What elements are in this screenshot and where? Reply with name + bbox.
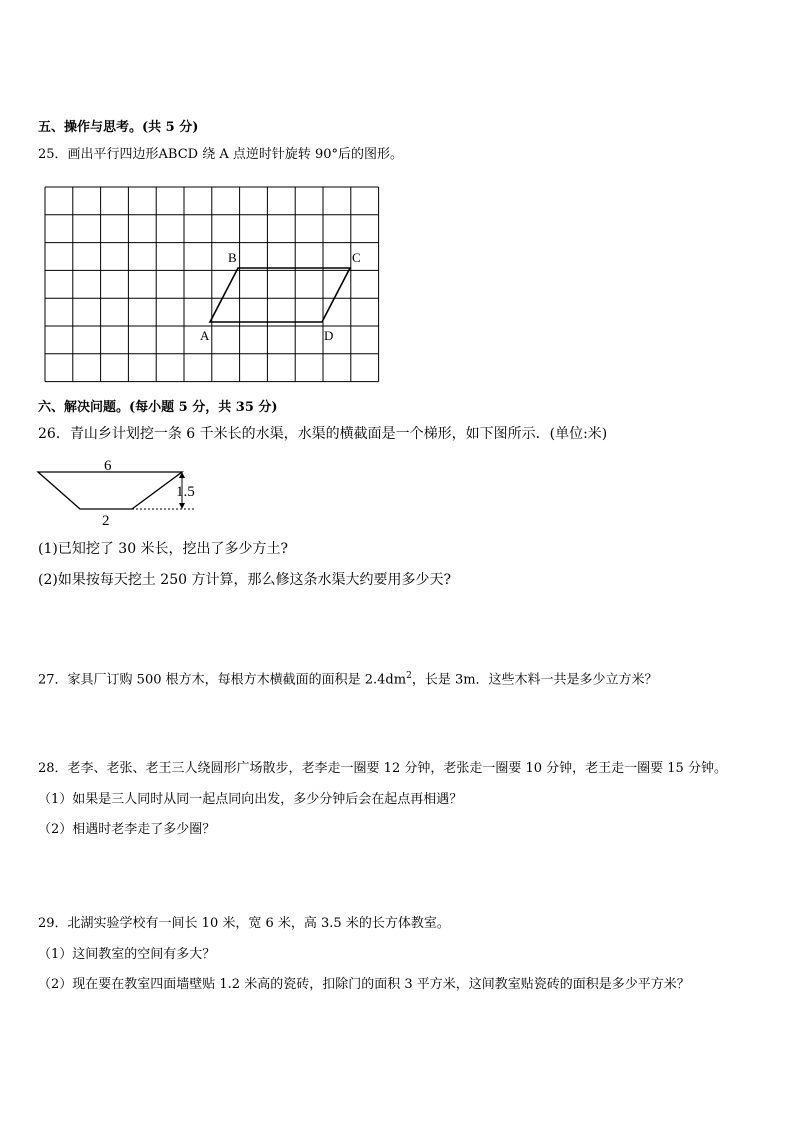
grid-figure [40, 182, 385, 384]
question-27-text-b: ，长是 3m．这些木料一共是多少立方米？ [411, 672, 658, 688]
question-26: 26．青山乡计划挖一条 6 千米长的水渠，水渠的横截面是一个梯形，如下图所示．(单位:米) [38, 426, 608, 442]
section-heading-5: 五、操作与思考。(共 5 分) [38, 120, 199, 135]
height-label: 1.5 [176, 484, 195, 500]
vertex-label-c: C [352, 250, 361, 265]
question-28-part-2: （2）相遇时老李走了多少圈？ [38, 822, 216, 837]
question-26-part-1: (1)已知挖了 30 米长，挖出了多少方土? [38, 541, 289, 557]
question-29-part-1: （1）这间教室的空间有多大？ [38, 947, 216, 962]
section-heading-6: 六、解决问题。(每小题 5 分，共 35 分) [38, 400, 278, 415]
vertex-label-b: B [228, 250, 237, 265]
bottom-length-label: 2 [102, 513, 110, 529]
arrow-head-bottom [179, 503, 185, 509]
trapezoid-figure [36, 456, 211, 530]
question-28: 28．老李、老张、老王三人绕圆形广场散步，老李走一圈要 12 分钟，老张走一圈要 10 分钟，老王走一圈要 15 分钟。 [38, 761, 727, 776]
vertex-label-d: D [324, 328, 334, 343]
grid-lines [45, 187, 379, 382]
question-28-part-1: （1）如果是三人同时从同一起点同向出发，多少分钟后会在起点再相遇？ [38, 792, 463, 807]
question-25: 25．画出平行四边形ABCD 绕 A 点逆时针旋转 90°后的图形。 [38, 147, 404, 162]
question-29-part-2: （2）现在要在教室四面墙壁贴 1.2 米高的瓷砖，扣除门的面积 3 平方米，这间教室贴瓷砖的面积是多少平方米？ [38, 977, 690, 992]
vertex-label-a: A [200, 328, 210, 343]
question-27 [38, 668, 658, 688]
trapezoid-shape [38, 472, 182, 509]
parallelogram-abcd [210, 268, 350, 322]
question-29: 29．北湖实验学校有一间长 10 米，宽 6 米，高 3.5 米的长方体教室。 [38, 916, 450, 931]
question-27-text-a: 27．家具厂订购 500 根方木，每根方木横截面的面积是 2.4dm [38, 672, 407, 688]
top-length-label: 6 [104, 458, 112, 474]
question-27-superscript: 2 [406, 671, 412, 681]
question-26-part-2: (2)如果按每天挖土 250 方计算，那么修这条水渠大约要用多少天? [38, 572, 451, 588]
